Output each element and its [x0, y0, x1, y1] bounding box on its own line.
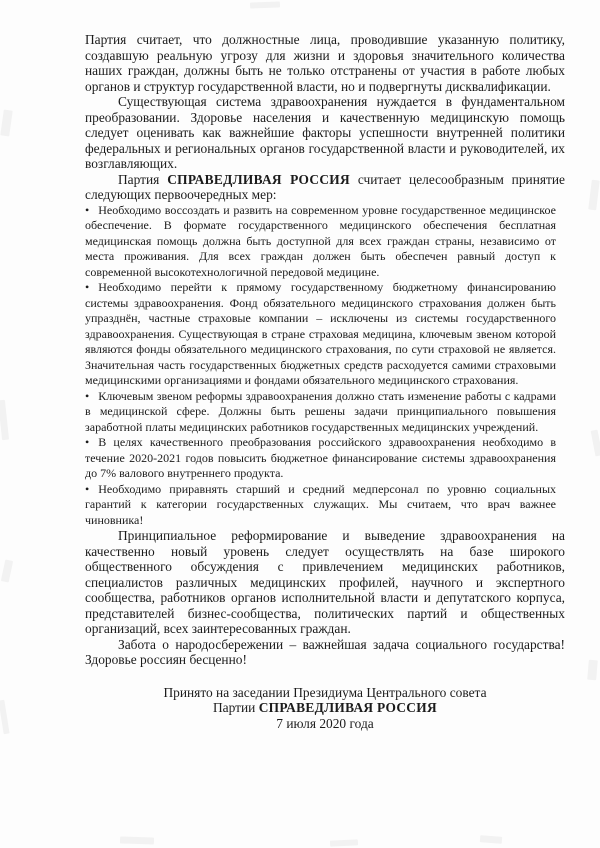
signature-line: [85, 716, 565, 732]
text-run: В целях качественного преобразования российского здравоохранения необходимо в течение 2020-2021 годов повысить бюджетное финансирование системы здравоохранения до 7% валового внутреннего продукта.: [85, 435, 556, 480]
paragraph: [85, 32, 565, 94]
text-run: Забота о народосбережении – важнейшая задача социального государства! Здоровье россиян бесценно!: [85, 636, 565, 667]
party-name-bold-text: СПРАВЕДЛИВАЯ РОССИЯ: [167, 171, 350, 187]
paragraph: [85, 94, 565, 172]
text-run: 7 июля 2020 года: [276, 715, 374, 731]
text-run: Ключевым звеном реформы здравоохранения должно стать изменение работы с кадрами в медицинской сфере. Должны быть решены задачи принципиального повышения заработной платы медицинских работников государственных медицинских учреждений.: [85, 388, 556, 434]
bullet-icon: •: [85, 202, 90, 217]
bullet-item: [85, 482, 556, 529]
signature-line: [85, 700, 565, 716]
text-run: Партия считает, что должностные лица, проводившие указанную политику, создавшую реальную угрозу для жизни и здоровья значительного количества наших граждан, должны быть не только отстранены от участия в работе любых органов и структур государственной власти, но и подвергнуты дисквалификации.: [85, 32, 565, 94]
paragraph: [85, 637, 565, 668]
bullet-icon: •: [85, 280, 90, 294]
bullet-icon: •: [85, 435, 90, 449]
text-run: Необходимо перейти к прямому государственному бюджетному финансированию системы здравоохранения. Фонд обязательного медицинского страхования должен быть упразднён, частные страховые компании – исключены из системы государственного здравоохранения. Существующая в стране страховая медицина, ключевым звеном которой являются фонды обязательного медицинского страхования, по сути страховой не является. Значительная часть государственных бюджетных средств расходуется самими страховыми медицинскими организациями и фондами обязательного медицинского страхования.: [85, 280, 556, 387]
bullet-icon: •: [85, 388, 90, 403]
bullet-item: [85, 389, 556, 436]
text-run: считает целесообразным принятие следующих первоочередных мер:: [85, 171, 565, 202]
party-name-bold-text: СПРАВЕДЛИВАЯ РОССИЯ: [258, 700, 437, 715]
signature-block: [85, 685, 565, 732]
text-run: Необходимо воссоздать и развить на современном уровне государственное медицинское обеспечение. В формате государственного медицинского обеспечения бесплатная медицинская помощь должна быть доступной для всех граждан страны, независимо от места проживания. Для всех граждан должен быть обеспечен равный доступ к современной высокотехнологичной передовой медицине.: [85, 202, 556, 279]
text-run: Партии: [213, 700, 259, 715]
text-run: Принципиальное реформирование и выведение здравоохранения на качественно новый уровень следует осуществлять на базе широкого общественного обсуждения с привлечением медицинских работников, специалистов различных медицинских профилей, научного и экспертного сообщества, работников органов исполнительной власти и депутатского корпуса, представителей бизнес-сообщества, политических партий и общественных организаций, всех заинтересованных граждан.: [85, 528, 565, 636]
text-block: [85, 32, 565, 731]
text-run: Партия: [118, 171, 168, 187]
bullet-item: [85, 280, 556, 389]
paragraph: [85, 528, 565, 637]
text-run: Необходимо приравнять старший и средний медперсонал по уровню социальных гарантий к категории государственных служащих. Мы считаем, что врач важнее чиновника!: [85, 481, 556, 527]
paragraph: [85, 172, 565, 203]
signature-line: [85, 685, 565, 701]
bullet-item: [85, 203, 556, 281]
text-run: Существующая система здравоохранения нуждается в фундаментальном преобразовании. Здоровье населения и качественную медицинскую помощь следует оценивать как важнейшие факторы успешности внутренней политики федеральных и региональных органов государственной власти и руководителей, их возглавляющих.: [85, 94, 565, 171]
bullet-icon: •: [85, 481, 90, 496]
text-run: Принято на заседании Президиума Центрального совета: [163, 684, 487, 700]
bullet-item: [85, 435, 556, 482]
